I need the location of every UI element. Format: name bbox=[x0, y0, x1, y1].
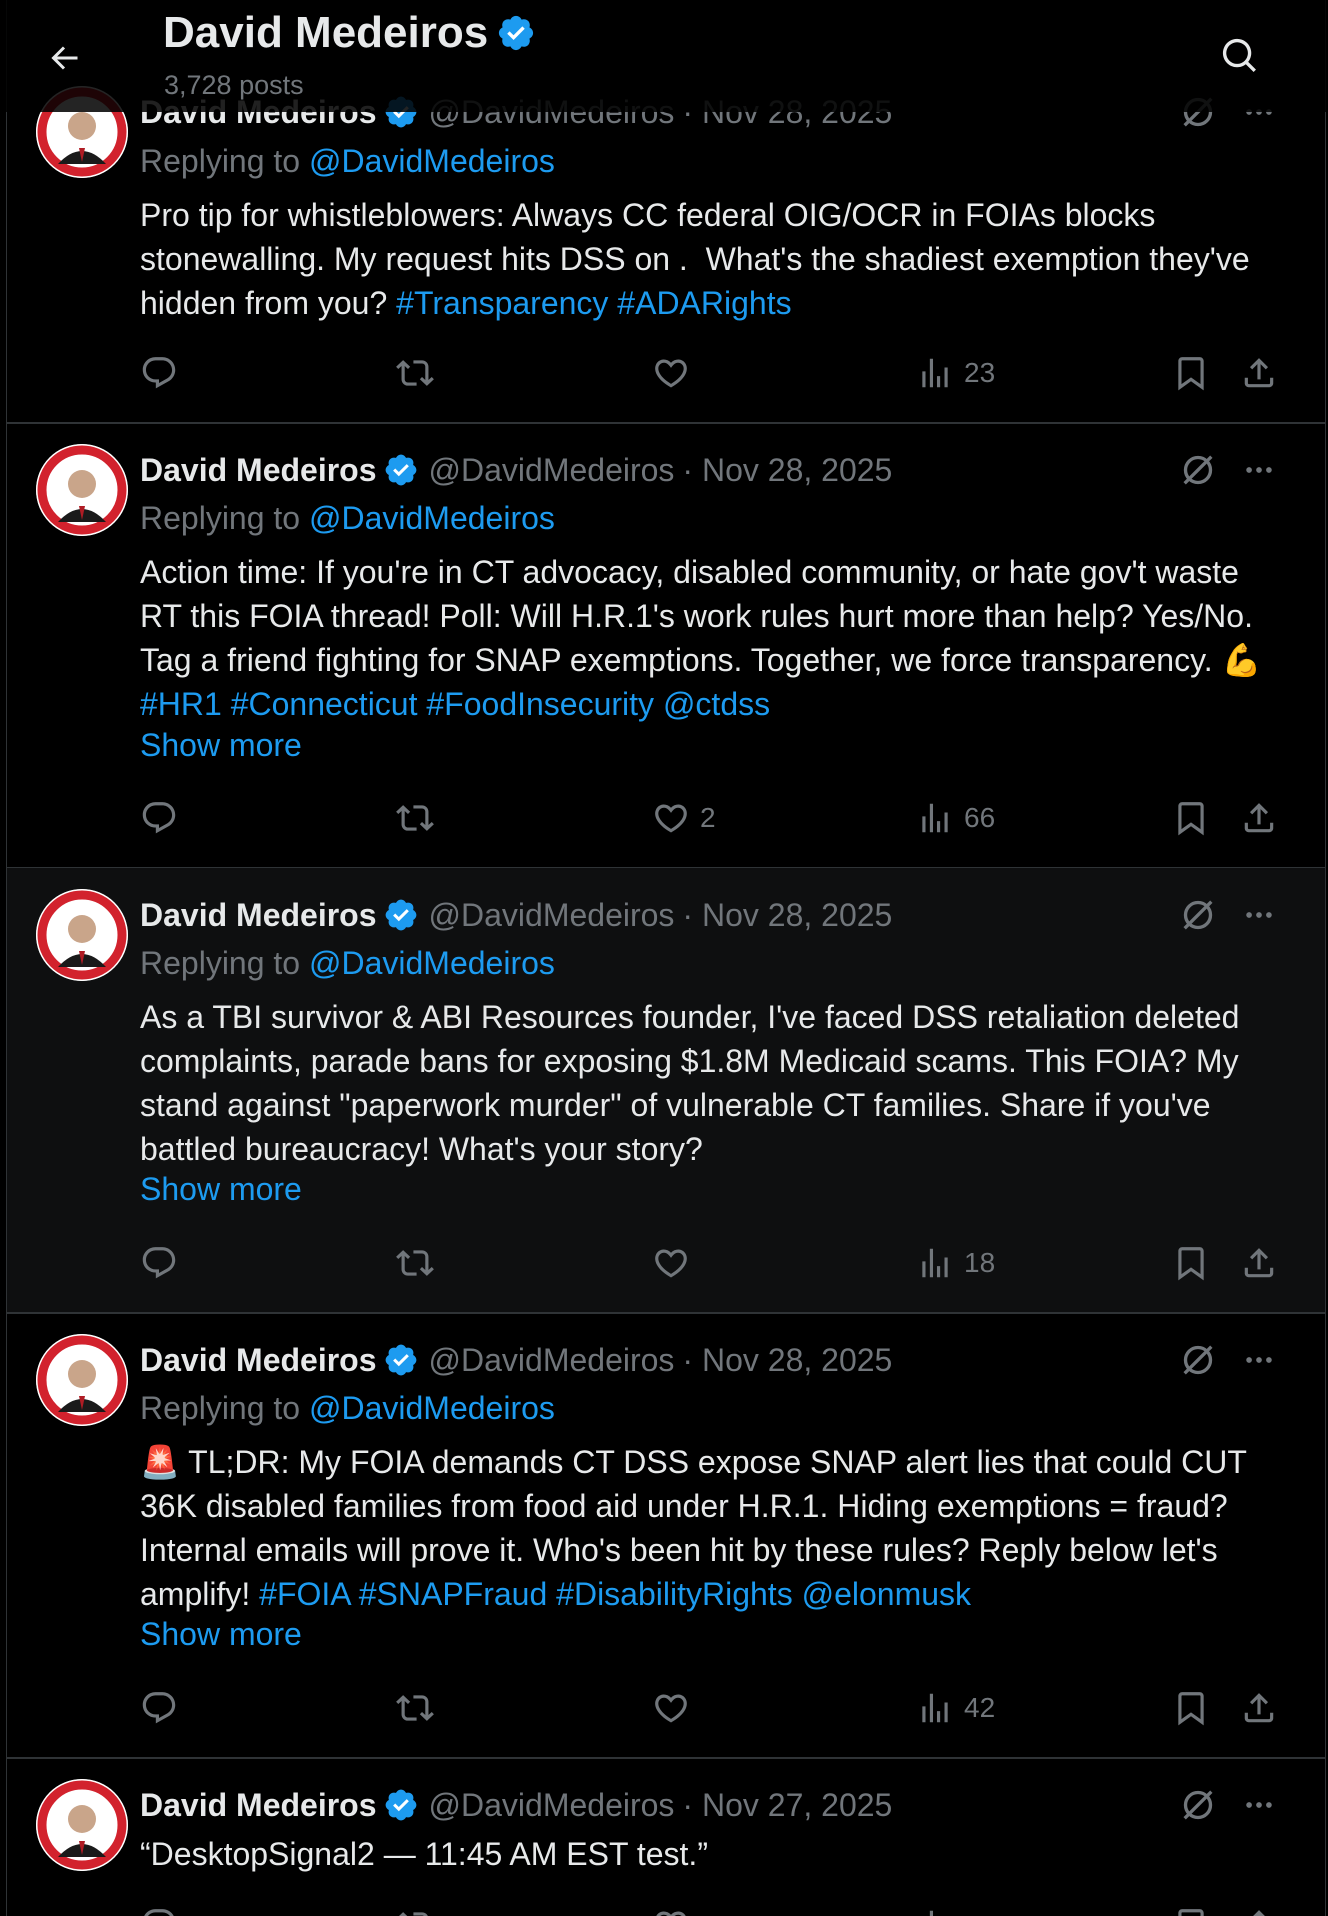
retweet-button[interactable] bbox=[396, 1238, 434, 1288]
show-more-link[interactable]: Show more bbox=[140, 1171, 302, 1207]
grok-button[interactable] bbox=[1174, 891, 1222, 939]
more-icon bbox=[1242, 1788, 1276, 1822]
grok-button[interactable] bbox=[1174, 1336, 1222, 1384]
replying-to-link[interactable]: @DavidMedeiros bbox=[308, 1390, 555, 1426]
avatar-logo-icon bbox=[36, 1334, 128, 1426]
retweet-button[interactable] bbox=[396, 1683, 434, 1733]
share-icon bbox=[1240, 1244, 1278, 1282]
avatar-logo-icon bbox=[36, 1779, 128, 1871]
tweet-actions bbox=[140, 348, 1290, 398]
views-button[interactable] bbox=[916, 1900, 964, 1916]
search-icon bbox=[1220, 36, 1260, 76]
like-button[interactable] bbox=[652, 1900, 700, 1916]
tweet-actions bbox=[140, 1238, 1290, 1288]
tag-space bbox=[654, 686, 663, 722]
tweet-date[interactable]: · Nov 28, 2025 bbox=[682, 451, 893, 488]
views-button[interactable] bbox=[916, 348, 995, 398]
author-handle[interactable]: @DavidMedeiros bbox=[428, 451, 675, 488]
tweet-header bbox=[140, 893, 892, 937]
reply-icon bbox=[140, 799, 178, 837]
tag-space bbox=[222, 686, 231, 722]
reply-button[interactable] bbox=[140, 348, 178, 398]
reply-button[interactable] bbox=[140, 1683, 178, 1733]
author-name[interactable]: David Medeiros bbox=[140, 896, 377, 933]
tweet-header bbox=[140, 1338, 892, 1382]
show-more-link[interactable]: Show more bbox=[140, 727, 302, 763]
like-button[interactable] bbox=[652, 793, 716, 843]
more-button[interactable] bbox=[1232, 446, 1286, 494]
verified-badge-icon bbox=[496, 13, 536, 53]
like-icon bbox=[652, 1244, 690, 1282]
like-icon bbox=[652, 1906, 690, 1916]
share-button[interactable] bbox=[1240, 793, 1278, 843]
reply-icon bbox=[140, 354, 178, 392]
views-button[interactable] bbox=[916, 1683, 995, 1733]
bookmark-button[interactable] bbox=[1172, 1238, 1210, 1288]
hashtag-link[interactable]: #Connecticut bbox=[230, 686, 418, 722]
posts-count: 3,728 posts bbox=[164, 70, 304, 100]
views-button[interactable] bbox=[916, 793, 995, 843]
reply-icon bbox=[140, 1689, 178, 1727]
reply-icon bbox=[140, 1906, 178, 1916]
retweet-button[interactable] bbox=[396, 348, 434, 398]
like-icon bbox=[652, 1689, 690, 1727]
replying-to bbox=[140, 945, 555, 982]
bookmark-icon bbox=[1172, 799, 1210, 837]
profile-name bbox=[163, 8, 536, 58]
tweet-date[interactable]: · Nov 28, 2025 bbox=[682, 1341, 893, 1378]
views-count: 23 bbox=[964, 357, 996, 388]
grok-icon bbox=[1178, 895, 1218, 935]
more-button[interactable] bbox=[1232, 1781, 1286, 1829]
retweet-button[interactable] bbox=[396, 1900, 434, 1916]
tweet-date[interactable]: · Nov 28, 2025 bbox=[682, 896, 893, 933]
show-more-link[interactable]: Show more bbox=[140, 1616, 302, 1652]
share-icon bbox=[1240, 799, 1278, 837]
author-name[interactable]: David Medeiros bbox=[140, 1786, 377, 1823]
views-icon bbox=[916, 799, 954, 837]
arrow-left-icon bbox=[46, 40, 82, 76]
share-button[interactable] bbox=[1240, 1683, 1278, 1733]
views-button[interactable] bbox=[916, 1238, 995, 1288]
avatar-logo-icon bbox=[36, 889, 128, 981]
bookmark-icon bbox=[1172, 1906, 1210, 1916]
tweet-body bbox=[140, 550, 1280, 726]
tweet-text: As a TBI survivor & ABI Resources founder, I've faced DSS retaliation deleted complaints, parade bans for exposing $1.8M Medicaid scams. This FOIA? My stand against "paperwork murder" of vulnerable CT families. Share if you've battled bureaucracy! What's your story? bbox=[140, 999, 1249, 1167]
reply-button[interactable] bbox=[140, 1238, 178, 1288]
more-icon bbox=[1242, 1343, 1276, 1377]
replying-to-label: Replying to bbox=[140, 143, 309, 179]
more-icon bbox=[1242, 453, 1276, 487]
retweet-icon bbox=[396, 354, 434, 392]
bookmark-icon bbox=[1172, 1689, 1210, 1727]
like-button[interactable] bbox=[652, 1238, 700, 1288]
retweet-icon bbox=[396, 1244, 434, 1282]
tweet-text: Action time: If you're in CT advocacy, disabled community, or hate gov't waste RT this FOIA thread! Poll: Will H.R.1's work rules hurt more than help? Yes/No. Tag a friend fighting for SNAP exemptions. Together, we force transparency. 💪 bbox=[140, 554, 1271, 678]
tag-space bbox=[793, 1576, 802, 1612]
like-count: 2 bbox=[700, 802, 716, 833]
author-handle[interactable]: @DavidMedeiros bbox=[428, 896, 675, 933]
share-icon bbox=[1240, 1906, 1278, 1916]
replying-to bbox=[140, 143, 555, 180]
share-button[interactable] bbox=[1240, 1238, 1278, 1288]
avatar[interactable] bbox=[36, 889, 128, 981]
tweet-body bbox=[140, 1832, 1280, 1876]
avatar[interactable] bbox=[36, 1779, 128, 1871]
column-border bbox=[1325, 0, 1326, 1916]
author-handle[interactable]: @DavidMedeiros bbox=[428, 1341, 675, 1378]
back-button[interactable] bbox=[36, 30, 92, 86]
tag-space bbox=[608, 285, 617, 321]
author-handle[interactable]: @DavidMedeiros bbox=[428, 1786, 675, 1823]
share-icon bbox=[1240, 1689, 1278, 1727]
views-icon bbox=[916, 1244, 954, 1282]
grok-button[interactable] bbox=[1174, 1781, 1222, 1829]
tag-space bbox=[350, 1576, 359, 1612]
replying-to-link[interactable]: @DavidMedeiros bbox=[308, 143, 555, 179]
replying-to bbox=[140, 1390, 555, 1427]
views-icon bbox=[916, 1906, 954, 1916]
like-button[interactable] bbox=[652, 1683, 700, 1733]
more-button[interactable] bbox=[1232, 891, 1286, 939]
tweet-body bbox=[140, 995, 1280, 1171]
like-icon bbox=[652, 354, 690, 392]
grok-button[interactable] bbox=[1174, 446, 1222, 494]
hashtag-link[interactable]: #DisabilityRights bbox=[556, 1576, 793, 1612]
views-count: 66 bbox=[964, 802, 996, 833]
views-count: 42 bbox=[964, 1692, 996, 1723]
tweet-actions bbox=[140, 793, 1290, 843]
hashtag-link[interactable]: #SNAPFraud bbox=[358, 1576, 548, 1612]
more-button[interactable] bbox=[1232, 1336, 1286, 1384]
grok-icon bbox=[1178, 1785, 1218, 1825]
hashtag-link[interactable]: @elonmusk bbox=[801, 1576, 972, 1612]
tweet-body bbox=[140, 1440, 1280, 1616]
bookmark-button[interactable] bbox=[1172, 793, 1210, 843]
views-icon bbox=[916, 354, 954, 392]
author-name[interactable]: David Medeiros bbox=[140, 1341, 377, 1378]
verified-badge-icon bbox=[383, 1787, 419, 1823]
hashtag-link[interactable]: #ADARights bbox=[617, 285, 792, 321]
like-button[interactable] bbox=[652, 348, 700, 398]
grok-icon bbox=[1178, 1340, 1218, 1380]
hashtag-link[interactable]: @ctdss bbox=[662, 686, 771, 722]
views-icon bbox=[916, 1689, 954, 1727]
share-icon bbox=[1240, 354, 1278, 392]
replying-to-label: Replying to bbox=[140, 1390, 309, 1426]
replying-to-link[interactable]: @DavidMedeiros bbox=[308, 500, 555, 536]
bookmark-button[interactable] bbox=[1172, 348, 1210, 398]
tweet-text: 🚨 TL;DR: My FOIA demands CT DSS expose SNAP alert lies that could CUT 36K disabled families from food aid under H.R.1. Hiding exemptions = fraud? Internal emails will prove it. Who's been hit by these rules? Reply below let's amplify! bbox=[140, 1444, 1256, 1612]
views-count: 18 bbox=[964, 1247, 996, 1278]
avatar-logo-icon bbox=[36, 444, 128, 536]
tweet-header bbox=[140, 448, 892, 492]
bookmark-icon bbox=[1172, 1244, 1210, 1282]
bookmark-button[interactable] bbox=[1172, 1900, 1210, 1916]
tweet-body bbox=[140, 193, 1280, 325]
verified-badge-icon bbox=[383, 452, 419, 488]
more-icon bbox=[1242, 898, 1276, 932]
verified-badge-icon bbox=[383, 897, 419, 933]
bookmark-button[interactable] bbox=[1172, 1683, 1210, 1733]
replying-to-label: Replying to bbox=[140, 945, 309, 981]
profile-name-text: David Medeiros bbox=[163, 8, 489, 57]
retweet-icon bbox=[396, 1689, 434, 1727]
reply-icon bbox=[140, 1244, 178, 1282]
like-icon bbox=[652, 799, 690, 837]
hashtag-link[interactable]: #FOIA bbox=[259, 1576, 350, 1612]
share-button[interactable] bbox=[1240, 1900, 1278, 1916]
tweet-actions bbox=[140, 1900, 1290, 1916]
search-button[interactable] bbox=[1210, 26, 1270, 86]
verified-badge-icon bbox=[383, 1342, 419, 1378]
hashtag-link[interactable]: #HR1 bbox=[140, 686, 222, 722]
retweet-icon bbox=[396, 799, 434, 837]
tweet-date[interactable]: · Nov 27, 2025 bbox=[682, 1786, 893, 1823]
bookmark-icon bbox=[1172, 354, 1210, 392]
hashtag-link[interactable]: #FoodInsecurity bbox=[426, 686, 655, 722]
grok-icon bbox=[1178, 450, 1218, 490]
hashtag-link[interactable]: #Transparency bbox=[396, 285, 609, 321]
retweet-button[interactable] bbox=[396, 793, 434, 843]
retweet-icon bbox=[396, 1906, 434, 1916]
replying-to bbox=[140, 500, 555, 537]
reply-button[interactable] bbox=[140, 793, 178, 843]
share-button[interactable] bbox=[1240, 348, 1278, 398]
profile-header bbox=[0, 0, 1328, 112]
tweet-text: “DesktopSignal2 — 11:45 AM EST test.” bbox=[140, 1836, 708, 1872]
author-name[interactable]: David Medeiros bbox=[140, 451, 377, 488]
replying-to-label: Replying to bbox=[140, 500, 309, 536]
reply-button[interactable] bbox=[140, 1900, 178, 1916]
tweet-actions bbox=[140, 1683, 1290, 1733]
replying-to-link[interactable]: @DavidMedeiros bbox=[308, 945, 555, 981]
avatar[interactable] bbox=[36, 444, 128, 536]
avatar[interactable] bbox=[36, 1334, 128, 1426]
tweet-header bbox=[140, 1783, 892, 1827]
tweet-text: Pro tip for whistleblowers: Always CC federal OIG/OCR in FOIAs blocks stonewalling. My request hits DSS on . What's the shadiest exemption they've hidden from you? bbox=[140, 197, 1259, 321]
tag-space bbox=[547, 1576, 556, 1612]
